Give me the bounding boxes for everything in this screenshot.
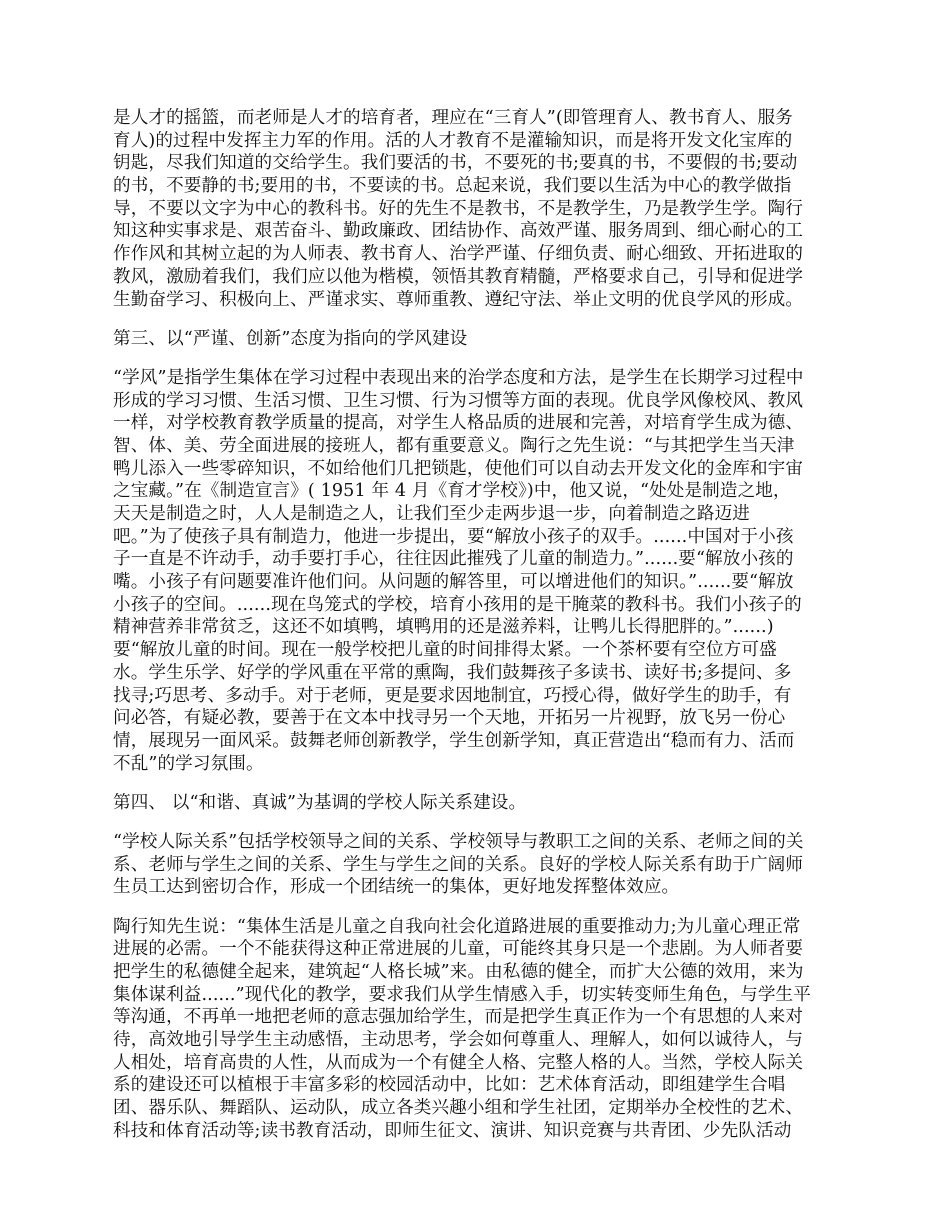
text-line: 陶行知先生说：“集体生活是儿童之自我向社会化道路进展的重要推动力;为儿童心理正常 — [113, 916, 801, 937]
text-line: 生员工达到密切合作，形成一个团结统一的集体，更好地发挥整体效应。 — [113, 877, 680, 898]
text-line: 人相处，培育高贵的人性，从而成为一个有健全人格、完整人格的人。当然，学校人际关 — [113, 1052, 804, 1073]
text-line: 水。学生乐学、好学的学风重在平常的熏陶，我们鼓舞孩子多读书、读好书;多提问、多 — [113, 662, 792, 683]
text-line: 育人)的过程中发挥主力军的作用。活的人才教育不是灌输知识，而是将开发文化宝库的 — [113, 130, 793, 151]
text-line: “学风”是指学生集体在学习过程中表现出来的治学态度和方法，是学生在长期学习过程中 — [113, 367, 804, 388]
text-line: 鸭儿添入一些零碎知识，不如给他们几把锁匙，使他们可以自动去开发文化的金库和宇宙 — [113, 458, 804, 479]
text-line: 科技和体育活动等;读书教育活动，即师生征文、演讲、知识竞赛与共青团、少先队活动 — [113, 1120, 792, 1141]
body-paragraph — [113, 916, 833, 1143]
text-line: 子一直是不许动手，动手要打手心，往往因此摧残了儿童的制造力。”......要“解放小孩的 — [113, 549, 794, 570]
text-line: 嘴。小孩子有问题要准许他们问。从问题的解答里，可以增进他们的知识。”......要“解放 — [113, 572, 794, 593]
text-line: 等沟通，不再单一地把老师的意志强加给学生，而是把学生真正作为一个有思想的人来对 — [113, 1007, 804, 1028]
text-line: 智、体、美、劳全面进展的接班人，都有重要意义。陶行之先生说：“与其把学生当天津 — [113, 435, 795, 456]
text-line: 导，不要以文字为中心的教科书。好的先生不是教书，不是教学生，乃是教学生学。陶行 — [113, 198, 804, 219]
text-line: 情，展现另一面风采。鼓舞老师创新教学，学生创新学知，真正营造出“稳而有力、活而 — [113, 730, 795, 751]
text-line: 精神营养非常贫乏，这还不如填鸭，填鸭用的还是滋养料，让鸭儿长得肥胖的。”......) — [113, 617, 774, 638]
body-paragraph — [113, 367, 833, 775]
text-line: 吧。”为了使孩子具有制造力，他进一步提出，要“解放小孩子的双手。......中国对于小孩 — [113, 526, 794, 547]
text-line: 系的建设还可以植根于丰富多彩的校园活动中，比如：艺术体育活动，即组建学生合唱 — [113, 1075, 786, 1096]
text-line: 进展的必需。一个不能获得这种正常进展的儿童，可能终其身只是一个悲剧。为人师者要 — [113, 939, 804, 960]
text-line: 找寻;巧思考、多动手。对于老师，更是要求因地制宜，巧授心得，做好学生的助手，有 — [113, 685, 792, 706]
body-paragraph — [113, 831, 833, 899]
text-line: 天天是制造之时，人人是制造之人，让我们至少走两步退一步，向着制造之路迈进 — [113, 504, 750, 524]
document-page — [113, 107, 833, 1159]
text-line: 钥匙，尽我们知道的交给学生。我们要活的书，不要死的书;要真的书，不要假的书;要动 — [113, 153, 798, 174]
text-line: 作作风和其树立起的为人师表、教书育人、治学严谨、仔细负责、耐心细致、开拓进取的 — [113, 244, 804, 265]
text-line: 不乱”的学习氛围。 — [113, 753, 264, 774]
text-line: 系、老师与学生之间的关系、学生与学生之间的关系。良好的学校人际关系有助于广阔师 — [113, 854, 804, 875]
text-line: 知这种实事求是、艰苦奋斗、勤政廉政、团结协作、高效严谨、服务周到、细心耐心的工 — [113, 221, 804, 242]
text-line: 教风，激励着我们，我们应以他为楷模，领悟其教育精髓，严格要求自己，引导和促进学 — [113, 266, 804, 287]
text-line: 一样，对学校教育教学质量的提高，对学生人格品质的进展和完善，对培育学生成为德、 — [113, 413, 804, 434]
section-heading — [113, 328, 833, 351]
text-line: 之宝藏。”在《制造宣言》( 1951 年 4 月《育才学校》)中，他又说，“处处是制造之地， — [113, 481, 791, 502]
section-heading — [113, 792, 833, 815]
text-line: 要“解放儿童的时间。现在一般学校把儿童的时间排得太紧。一个茶杯要有空位方可盛 — [113, 640, 777, 661]
text-line: 把学生的私德健全起来，建筑起“人格长城”来。由私德的健全，而扩大公德的效用，来为 — [113, 961, 804, 982]
heading-line: 第四、 以“和谐、真诚”为基调的学校人际关系建设。 — [113, 792, 527, 813]
text-line: 的书，不要静的书;要用的书，不要读的书。总起来说，我们要以生活为中心的教学做指 — [113, 176, 792, 197]
body-paragraph — [113, 107, 833, 311]
text-line: 生勤奋学习、积极向上、严谨求实、尊师重教、遵纪守法、举止文明的优良学风的形成。 — [113, 289, 804, 310]
heading-line: 第三、以“严谨、创新”态度为指向的学风建设 — [113, 328, 468, 349]
text-line: 小孩子的空间。......现在鸟笼式的学校，培育小孩用的是干腌菜的教科书。我们小孩子的 — [113, 594, 802, 615]
text-line: 团、器乐队、舞蹈队、运动队，成立各类兴趣小组和学生社团，定期举办全校性的艺术、 — [113, 1098, 804, 1118]
text-line: 是人才的摇篮，而老师是人才的培育者，理应在“三育人”(即管理育人、教书育人、服务 — [113, 108, 793, 128]
text-line: 形成的学习习惯、生活习惯、卫生习惯、行为习惯等方面的表现。优良学风像校风、教风 — [113, 390, 804, 411]
text-line: 待，高效地引导学生主动感悟，主动思考，学会如何尊重人、理解人，如何以诚待人，与 — [113, 1029, 804, 1050]
text-line: 问必答，有疑必教，要善于在文本中找寻另一个天地，开拓另一片视野，放飞另一份心 — [113, 708, 786, 729]
text-line: 集体谋利益......”现代化的教学，要求我们从学生情感入手，切实转变师生角色，与学生平 — [113, 984, 811, 1005]
text-line: “学校人际关系”包括学校领导之间的关系、学校领导与教职工之间的关系、老师之间的关 — [113, 831, 804, 852]
